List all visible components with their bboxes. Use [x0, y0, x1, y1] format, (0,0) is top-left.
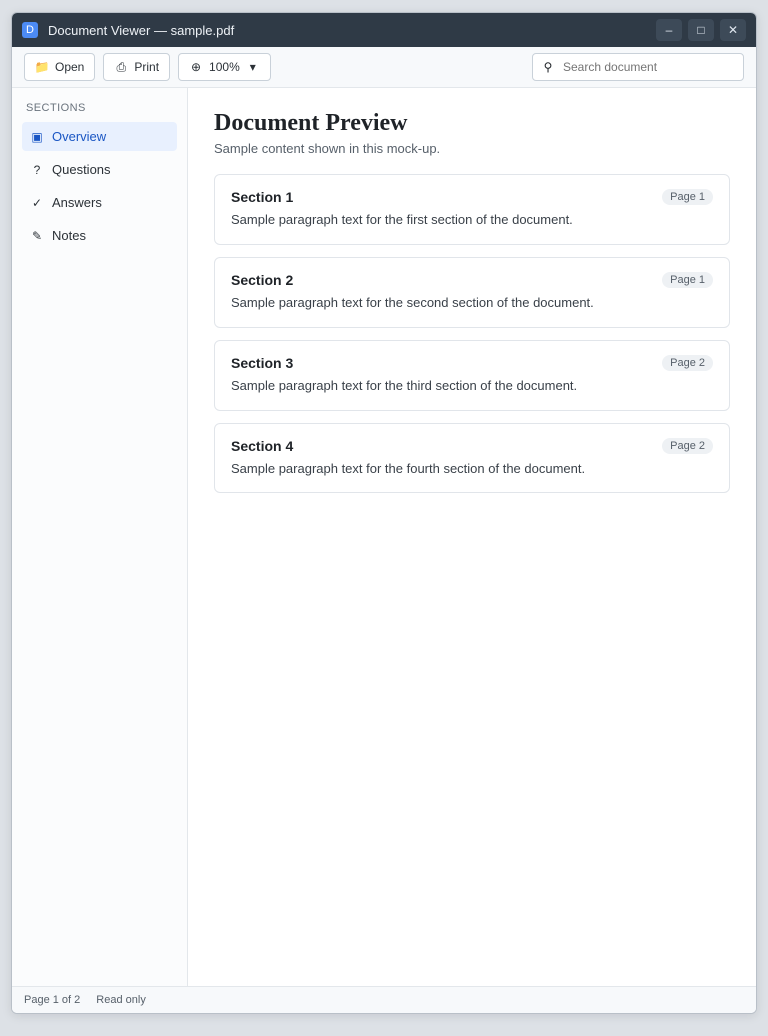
page-badge: Page 2 — [662, 355, 713, 371]
section-title: Section 1 — [231, 189, 294, 205]
section-body: Sample paragraph text for the third section of the document. — [231, 377, 578, 393]
printer-icon: ⎙ — [116, 59, 127, 74]
section-card — [214, 257, 730, 328]
mode-indicator: Read only — [96, 994, 146, 1006]
document-icon: ▣ — [31, 129, 43, 144]
section-card-header — [231, 355, 713, 371]
search-box — [532, 53, 744, 81]
main-area — [12, 88, 756, 986]
app-window — [11, 12, 757, 1014]
sidebar-item-answers[interactable] — [22, 188, 177, 217]
maximize-button[interactable]: □ — [688, 19, 714, 41]
chevron-down-icon: ▾ — [249, 60, 256, 74]
section-card-header — [231, 272, 713, 288]
sidebar-heading: SECTIONS — [26, 102, 86, 114]
window-title: Document Viewer — sample.pdf — [48, 22, 235, 38]
app-icon: D — [22, 22, 38, 38]
section-card — [214, 423, 730, 494]
open-button[interactable] — [24, 53, 95, 81]
sidebar-item-label: Notes — [52, 228, 86, 243]
sidebar-item-questions[interactable] — [22, 155, 177, 184]
window-controls — [656, 19, 746, 41]
question-icon: ? — [33, 162, 41, 177]
page-subtitle: Sample content shown in this mock-up. — [214, 141, 441, 156]
minimize-button[interactable]: – — [656, 19, 682, 41]
sidebar-item-notes[interactable] — [22, 221, 177, 250]
status-bar — [12, 986, 756, 1013]
zoom-icon: ⊕ — [191, 60, 202, 74]
close-button[interactable]: ✕ — [720, 19, 746, 41]
section-title: Section 3 — [231, 354, 294, 371]
section-body: Sample paragraph text for the first section of the document. — [231, 212, 573, 227]
section-title: Section 2 — [231, 271, 294, 288]
section-card — [214, 174, 730, 245]
section-body: Sample paragraph text for the fourth section of the document. — [231, 460, 586, 476]
title-bar — [12, 13, 756, 47]
document-content — [188, 88, 756, 986]
zoom-value: 100% — [209, 60, 240, 74]
sidebar — [12, 88, 188, 986]
search-input[interactable] — [561, 59, 735, 75]
page-indicator: Page 1 of 2 — [24, 994, 81, 1006]
toolbar — [12, 47, 756, 88]
sidebar-item-label: Overview — [52, 129, 107, 144]
print-label: Print — [134, 60, 160, 74]
section-card — [214, 340, 730, 411]
sidebar-item-label: Questions — [52, 162, 111, 177]
open-label: Open — [55, 60, 85, 74]
page-badge: Page 2 — [662, 438, 713, 454]
page-badge: Page 1 — [662, 272, 713, 288]
section-title: Section 4 — [231, 437, 294, 454]
sidebar-item-label: Answers — [52, 195, 102, 210]
sidebar-item-overview[interactable] — [22, 122, 177, 151]
section-card-header — [231, 189, 713, 205]
page-title: Document Preview — [214, 110, 408, 136]
folder-icon: 📁 — [34, 60, 50, 74]
section-card-header — [231, 438, 713, 454]
section-body: Sample paragraph text for the second section of the document. — [231, 294, 594, 310]
print-button[interactable] — [103, 53, 170, 81]
zoom-select[interactable] — [178, 53, 271, 81]
page-badge: Page 1 — [662, 189, 713, 205]
note-icon: ✎ — [31, 228, 43, 243]
check-icon: ✓ — [31, 195, 43, 210]
search-icon: ⚲ — [543, 60, 553, 74]
